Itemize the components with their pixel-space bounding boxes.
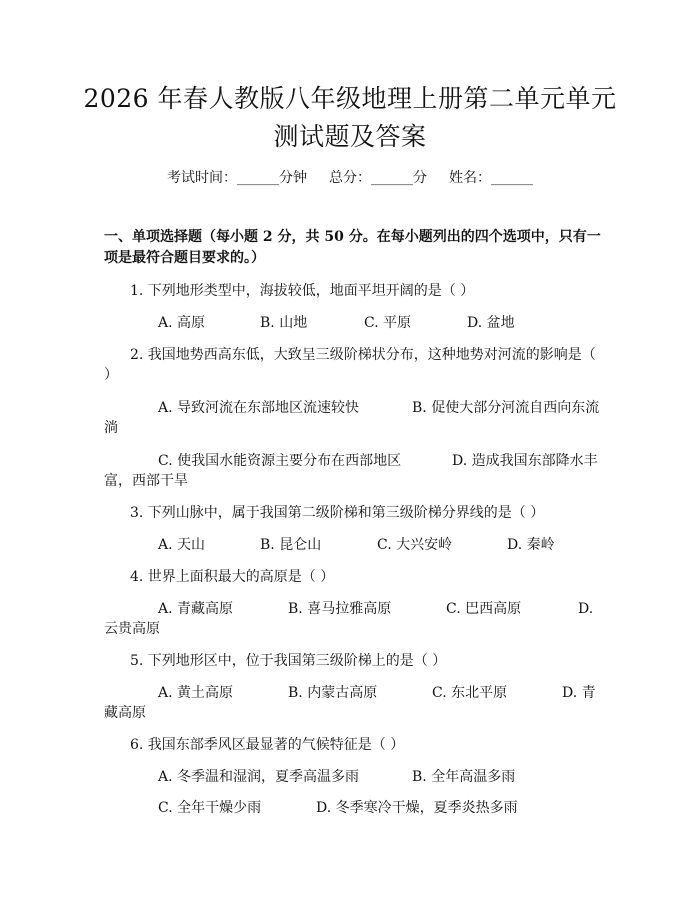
question-option: B. 内蒙古高原 — [288, 685, 378, 701]
question-option: B. 促使大部分河流自西向东流淌 — [104, 400, 600, 436]
question-option: C. 全年干燥少雨 — [158, 800, 262, 816]
question-stem-text: 2. 我国地势西高东低，大致呈三级阶梯状分布，这种地势对河流的影响是（ ） — [104, 347, 596, 383]
question-option: C. 平原 — [364, 315, 412, 331]
question-stem: 4. 世界上面积最大的高原是（ ） — [130, 569, 335, 585]
question-stem: 3. 下列山脉中，属于我国第二级阶梯和第三级阶梯分界线的是（ ） — [130, 505, 545, 521]
question-option: B. 全年高温多雨 — [412, 769, 516, 785]
question-option: D. 盆地 — [467, 315, 515, 331]
question-option: C. 使我国水能资源主要分布在西部地区 — [158, 453, 402, 469]
question-option: A. 冬季温和湿润，夏季高温多雨 — [158, 769, 360, 785]
question-stem — [104, 345, 604, 385]
question-option: C. 巴西高原 — [446, 601, 522, 617]
question-option: B. 喜马拉雅高原 — [288, 601, 392, 617]
question-option: A. 青藏高原 — [158, 601, 234, 617]
question-option: A. 黄土高原 — [158, 685, 234, 701]
section-heading: 一、单项选择题（每小题 2 分，共 50 分。在每小题列出的四个选项中，只有一项是最符合题目要求的。） — [104, 229, 601, 266]
question-option: A. 天山 — [158, 537, 206, 553]
question-stem: 6. 我国东部季风区最显著的气候特征是（ ） — [130, 737, 405, 753]
exam-info-row — [0, 168, 700, 188]
question-option: B. 山地 — [260, 315, 308, 331]
question-option: C. 大兴安岭 — [377, 537, 453, 553]
question-option: D. 秦岭 — [507, 537, 555, 553]
question-option: D. 青藏高原 — [104, 685, 596, 721]
exam-time-field: 考试时间：______分钟 — [167, 170, 307, 186]
question-option: A. 高原 — [158, 315, 206, 331]
question-option: D. 云贵高原 — [104, 601, 594, 637]
total-score-field: 总分：______分 — [329, 170, 427, 186]
question-stem: 5. 下列地形区中，位于我国第三级阶梯上的是（ ） — [130, 653, 447, 669]
question-stem: 1. 下列地形类型中，海拔较低，地面平坦开阔的是（ ） — [130, 283, 475, 299]
student-name-field: 姓名：______ — [449, 170, 533, 186]
document-title: 2026 年春人教版八年级地理上册第二单元单元测试题及答案 — [83, 84, 617, 151]
question-option: C. 东北平原 — [432, 685, 508, 701]
question-option: D. 冬季寒冷干燥，夏季炎热多雨 — [316, 800, 518, 816]
question-option: D. 造成我国东部降水丰富，西部干旱 — [104, 453, 598, 489]
question-option: A. 导致河流在东部地区流速较快 — [158, 400, 360, 416]
question-option: B. 昆仑山 — [260, 537, 322, 553]
